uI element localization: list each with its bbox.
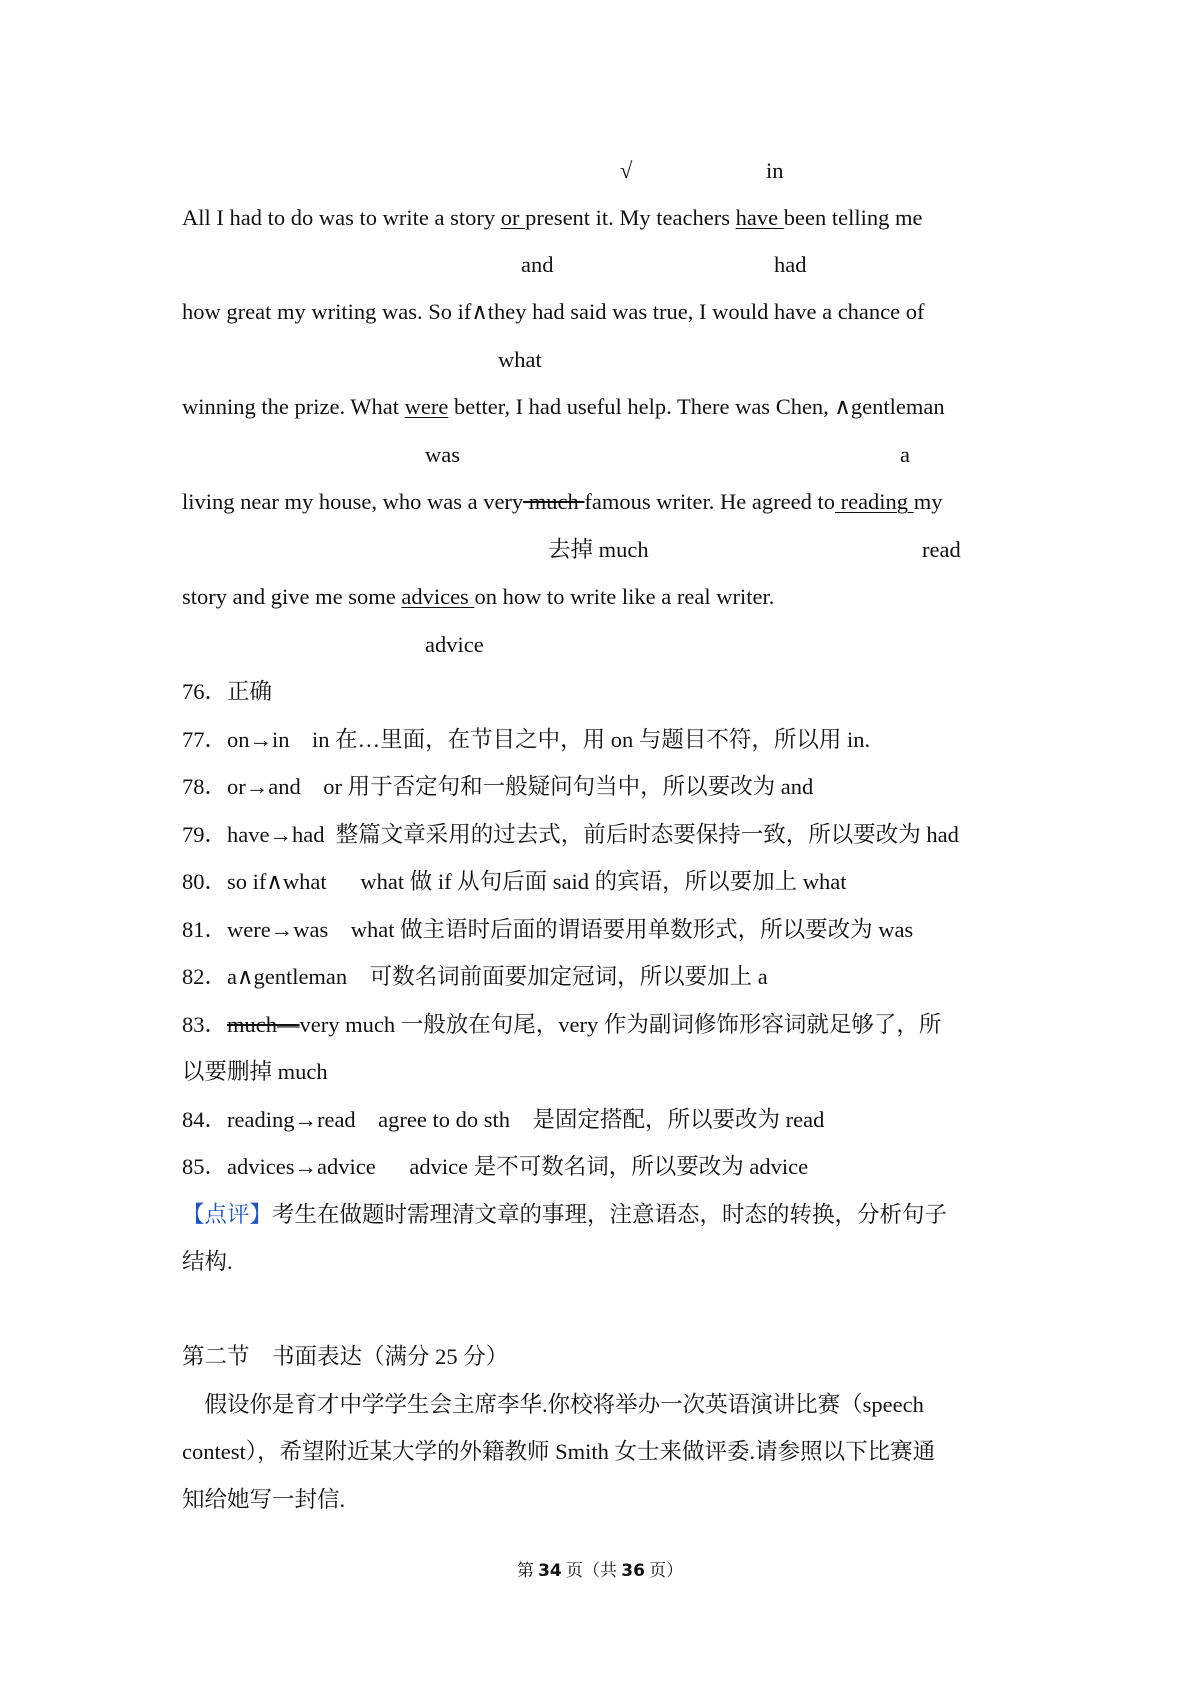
passage-text: my xyxy=(913,489,943,514)
underlined-word-reading: reading xyxy=(834,489,914,514)
comment-line-2: 结构. xyxy=(182,1249,233,1274)
answer-79: 79．have→had 整篇文章采用的过去式，前后时态要保持一致，所以要改为 had xyxy=(182,822,959,847)
underlined-word-advices: advices xyxy=(401,584,475,609)
section-paragraph-line-1: 假设你是育才中学学生会主席李华.你校将举办一次英语演讲比赛（speech xyxy=(182,1392,924,1417)
total-pages: 36 xyxy=(621,1561,645,1581)
answer-76: 76．正确 xyxy=(182,679,273,704)
passage-line-2: how great my writing was. So if∧they had said was true, I would have a chance of xyxy=(182,299,925,324)
underlined-word-have: have xyxy=(735,205,784,230)
passage-line-5 xyxy=(182,586,774,609)
page-footer xyxy=(0,1562,1200,1580)
answer-85: 85．advices→advice advice 是不可数名词，所以要改为 advice xyxy=(182,1154,809,1179)
correction-mark-had: had xyxy=(774,252,807,277)
passage-text: been telling me xyxy=(783,205,923,230)
correction-mark-and: and xyxy=(521,252,554,277)
passage-text: better, I had useful help. There was Chen, ∧gentleman xyxy=(448,394,945,419)
correction-mark-a: a xyxy=(900,442,910,467)
passage-text: present it. My teachers xyxy=(525,205,736,230)
answer-83-continued: 以要删掉 much xyxy=(182,1059,328,1084)
answer-81: 81．were→was what 做主语时后面的谓语要用单数形式，所以要改为 was xyxy=(182,917,914,942)
passage-text: on how to write like a real writer. xyxy=(474,584,775,609)
struck-word-much: much xyxy=(523,489,585,514)
answer-83 xyxy=(182,1014,941,1037)
footer-text: 页） xyxy=(644,1561,684,1580)
correction-mark-was: was xyxy=(425,442,460,467)
comment-label: 【点评】 xyxy=(182,1202,273,1227)
correction-mark-what: what xyxy=(498,347,542,372)
footer-text: 页（共 xyxy=(561,1561,622,1580)
answer-number: 83． xyxy=(182,1012,228,1037)
comment-text: 考生在做题时需理清文章的事理，注意语态，时态的转换，分析句子 xyxy=(272,1202,948,1227)
answer-82: 82．a∧gentleman 可数名词前面要加定冠词，所以要加上 a xyxy=(182,964,768,989)
passage-line-1 xyxy=(182,207,922,230)
passage-text: winning the prize. What xyxy=(182,394,405,419)
underlined-word-were: were xyxy=(404,394,449,419)
correction-mark-in: in xyxy=(766,158,784,183)
correction-mark-remove-much: 去掉 much xyxy=(548,537,649,562)
passage-line-4 xyxy=(182,491,942,514)
correction-mark-check: √ xyxy=(620,158,633,183)
passage-text: famous writer. He agreed to xyxy=(584,489,835,514)
answer-77: 77．on→in in 在…里面，在节目之中，用 on 与题目不符，所以用 in. xyxy=(182,727,871,752)
answer-80: 80．so if∧what what 做 if 从句后面 said 的宾语，所以要加上 what xyxy=(182,869,847,894)
correction-mark-advice: advice xyxy=(425,632,484,657)
correction-mark-read: read xyxy=(922,537,961,562)
section-paragraph-line-3: 知给她写一封信. xyxy=(182,1487,346,1512)
answer-78: 78．or→and or 用于否定句和一般疑问句当中，所以要改为 and xyxy=(182,774,814,799)
answer-84: 84．reading→read agree to do sth 是固定搭配，所以要改为 read xyxy=(182,1107,825,1132)
passage-line-3 xyxy=(182,396,945,419)
struck-word-much: much— xyxy=(227,1012,300,1037)
passage-text: story and give me some xyxy=(182,584,402,609)
section-heading: 第二节 书面表达（满分 25 分） xyxy=(182,1344,509,1369)
section-paragraph-line-2: contest），希望附近某大学的外籍教师 Smith 女士来做评委.请参照以下比赛通 xyxy=(182,1439,936,1464)
underlined-word-or: or xyxy=(500,205,526,230)
passage-text: living near my house, who was a very xyxy=(182,489,524,514)
passage-text: All I had to do was to write a story xyxy=(182,205,501,230)
footer-text: 第 xyxy=(516,1561,539,1580)
answer-text: very much 一般放在句尾，very 作为副词修饰形容词就足够了，所 xyxy=(299,1012,942,1037)
comment-line-1 xyxy=(182,1204,947,1227)
page-number: 34 xyxy=(538,1561,562,1581)
